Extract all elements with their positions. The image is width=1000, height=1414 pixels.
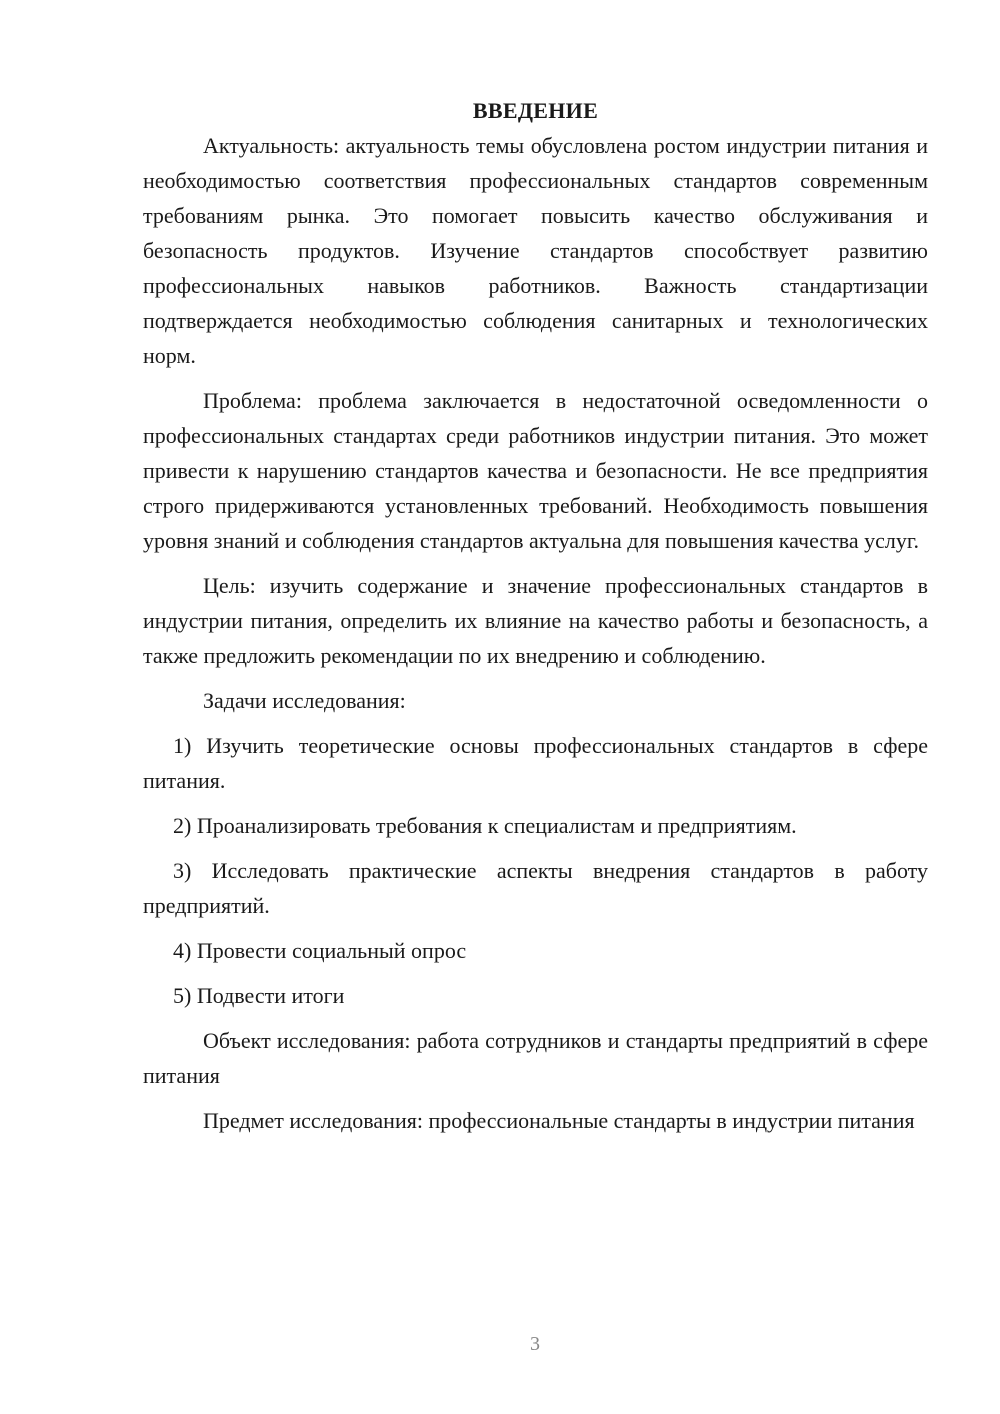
subject-paragraph: Предмет исследования: профессиональные стандарты в индустрии питания [203,1108,915,1133]
object-paragraph: Объект исследования: работа сотрудников и стандарты предприятий в сфере питания [143,1028,928,1088]
task-item-4: 4) Провести социальный опрос [173,938,467,963]
document-page [143,93,928,1138]
problem-paragraph: Проблема: проблема заключается в недостаточной осведомленности о профессиональных стандартах среди работников индустрии питания. Это может привести к нарушению стандартов качества и безопасности. Не все предприятия строго придерживаются установленных требований. Необходимость повышения уровня знаний и соблюдения стандартов актуальна для повышения качества услуг. [143,388,928,553]
task-item-5: 5) Подвести итоги [173,983,345,1008]
task-item-2: 2) Проанализировать требования к специалистам и предприятиям. [173,813,797,838]
goal-paragraph: Цель: изучить содержание и значение профессиональных стандартов в индустрии питания, определить их влияние на качество работы и безопасность, а также предложить рекомендации по их внедрению и соблюдению. [143,573,928,668]
tasks-list [143,728,928,1013]
page-number: 3 [530,1333,540,1355]
relevance-paragraph: Актуальность: актуальность темы обусловлена ростом индустрии питания и необходимостью соответствия профессиональных стандартов современным требованиям рынка. Это помогает повысить качество обслуживания и безопасность продуктов. Изучение стандартов способствует развитию профессиональных навыков работников. Важность стандартизации подтверждается необходимостью соблюдения санитарных и технологических норм. [143,133,928,368]
tasks-heading: Задачи исследования: [203,688,406,713]
page-title: ВВЕДЕНИЕ [472,98,599,123]
task-item-1: 1) Изучить теоретические основы профессиональных стандартов в сфере питания. [143,733,928,793]
task-item-3: 3) Исследовать практические аспекты внедрения стандартов в работу предприятий. [143,858,928,918]
